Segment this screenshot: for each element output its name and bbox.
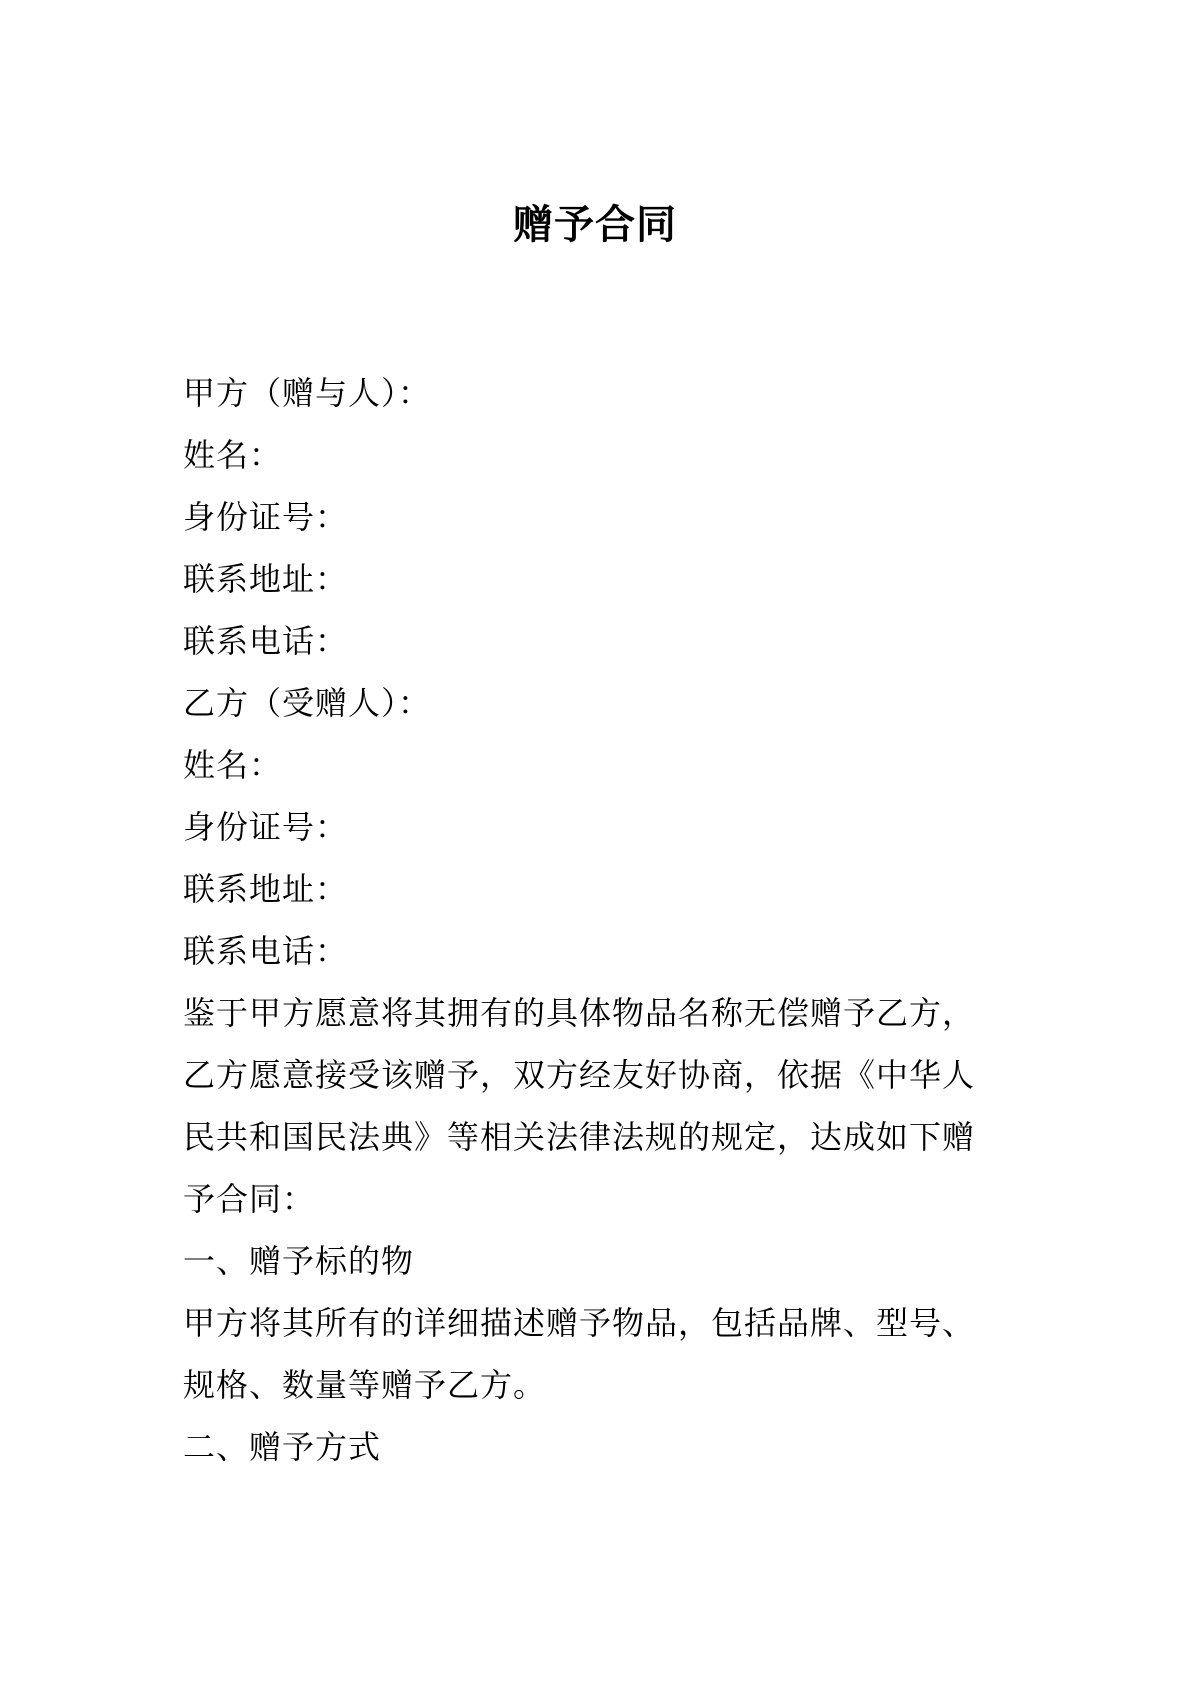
document-body [183,362,1013,1478]
party-a-phone-label: 联系电话： [183,622,349,660]
preamble-line: 民共和国民法典》等相关法律法规的规定，达成如下赠 [183,1118,976,1156]
party-b-id-label: 身份证号： [183,808,349,846]
party-b-address-label: 联系地址： [183,870,349,908]
party-a-address-label: 联系地址： [183,560,349,598]
preamble-line: 予合同： [183,1180,316,1218]
section-2-heading: 二、赠予方式 [183,1428,382,1466]
section-1-heading: 一、赠予标的物 [183,1242,415,1280]
party-a-heading: 甲方（赠与人）： [183,374,432,412]
party-a-id-label: 身份证号： [183,498,349,536]
section-1-line: 甲方将其所有的详细描述赠予物品，包括品牌、型号、 [183,1304,976,1342]
preamble-line: 鉴于甲方愿意将其拥有的具体物品名称无偿赠予乙方， [183,994,976,1032]
party-b-phone-label: 联系电话： [183,932,349,970]
document-title: 赠予合同 [513,201,677,248]
section-1-line: 规格、数量等赠予乙方。 [183,1366,547,1404]
party-b-name-label: 姓名： [183,746,283,784]
party-a-name-label: 姓名： [183,436,283,474]
party-b-heading: 乙方（受赠人）： [183,684,432,722]
preamble-line: 乙方愿意接受该赠予，双方经友好协商，依据《中华人 [183,1056,976,1094]
